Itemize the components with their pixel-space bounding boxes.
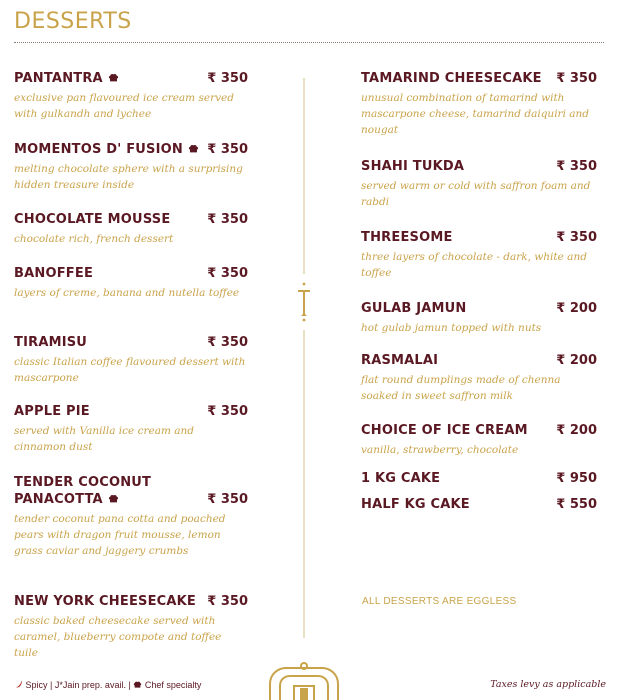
menu-item: [361, 300, 597, 336]
section-title: DESSERTS: [14, 9, 132, 34]
item-price: ₹ 550: [556, 497, 597, 512]
menu-item: [14, 474, 248, 559]
item-price: ₹ 350: [207, 142, 248, 157]
item-name: TENDER COCONUT PANACOTTA: [14, 475, 152, 507]
item-price: ₹ 350: [207, 71, 248, 86]
item-description: flat round dumplings made of chenna soaked in sweet saffron milk: [361, 374, 561, 402]
item-price: ₹ 350: [207, 404, 248, 419]
item-description: layers of creme, banana and nutella toffee: [14, 287, 240, 299]
menu-item: [14, 70, 248, 122]
title-divider: [14, 42, 604, 43]
item-description: tender coconut pana cotta and poached pears with dragon fruit mousse, lemon grass caviar and jaggery crumbs: [14, 513, 226, 557]
chef-hat-icon: [108, 72, 119, 83]
item-price: ₹ 200: [556, 353, 597, 368]
taxes-note: Taxes levy as applicable: [490, 679, 606, 690]
item-price: ₹ 350: [556, 159, 597, 174]
item-description: three layers of chocolate - dark, white and toffee: [361, 251, 587, 279]
legend-separator: |: [50, 680, 53, 690]
item-name: BANOFFEE: [14, 266, 94, 281]
menu-item: [361, 229, 597, 281]
item-name: TAMARIND CHEESECAKE: [361, 71, 542, 86]
item-name: PANTANTRA: [14, 71, 103, 86]
menu-item: [361, 470, 597, 487]
item-description: hot gulab jamun topped with nuts: [361, 322, 542, 334]
item-price: ₹ 350: [207, 594, 248, 609]
item-name: MOMENTOS D' FUSION: [14, 142, 183, 157]
item-name: GULAB JAMUN: [361, 301, 467, 316]
chili-icon: [14, 680, 23, 689]
eggless-note: ALL DESSERTS ARE EGGLESS: [362, 596, 517, 607]
column-divider-ornament: [296, 78, 312, 638]
item-price: ₹ 200: [556, 423, 597, 438]
item-name: TIRAMISU: [14, 335, 88, 350]
item-name: THREESOME: [361, 230, 453, 245]
menu-item: [361, 422, 597, 458]
menu-item: [14, 265, 248, 301]
legend: [14, 680, 201, 690]
item-name: 1 KG CAKE: [361, 471, 441, 486]
item-name: HALF KG CAKE: [361, 497, 470, 512]
item-name: SHAHI TUKDA: [361, 159, 465, 174]
emblem-icon: [264, 660, 344, 700]
item-description: melting chocolate sphere with a surprising hidden treasure inside: [14, 163, 243, 191]
item-price: ₹ 350: [207, 335, 248, 350]
legend-spicy: Spicy: [25, 680, 48, 690]
menu-item: [361, 496, 597, 513]
item-description: vanilla, strawberry, chocolate: [361, 444, 519, 456]
item-price: ₹ 350: [207, 266, 248, 281]
menu-item: [361, 158, 597, 210]
item-description: classic Italian coffee flavoured dessert with mascarpone: [14, 356, 246, 384]
menu-item: [361, 352, 597, 404]
menu-item: [361, 70, 597, 138]
item-description: served warm or cold with saffron foam and rabdi: [361, 180, 591, 208]
item-description: chocolate rich, french dessert: [14, 233, 174, 245]
chef-hat-icon: [133, 680, 142, 689]
item-name: CHOCOLATE MOUSSE: [14, 212, 171, 227]
item-description: served with Vanilla ice cream and cinnamon dust: [14, 425, 195, 453]
item-name: CHOICE OF ICE CREAM: [361, 423, 528, 438]
legend-jain: J*Jain prep. avail.: [54, 680, 126, 690]
item-name: RASMALAI: [361, 353, 439, 368]
chef-hat-icon: [188, 143, 199, 154]
item-name: NEW YORK CHEESECAKE: [14, 594, 197, 609]
item-price: ₹ 950: [556, 471, 597, 486]
item-name: APPLE PIE: [14, 404, 90, 419]
item-description: classic baked cheesecake served with caramel, blueberry compote and toffee tuile: [14, 615, 222, 659]
menu-item: [14, 403, 248, 455]
menu-item: [14, 334, 248, 386]
item-price: ₹ 350: [207, 212, 248, 227]
legend-separator: |: [128, 680, 131, 690]
item-description: unusual combination of tamarind with mascarpone cheese, tamarind daiquiri and nougat: [361, 92, 590, 136]
item-price: ₹ 350: [556, 71, 597, 86]
item-description: exclusive pan flavoured ice cream served with gulkandh and lychee: [14, 92, 234, 120]
chef-hat-icon: [108, 493, 119, 504]
menu-item: [14, 593, 248, 661]
menu-item: [14, 211, 248, 247]
item-price: ₹ 200: [556, 301, 597, 316]
legend-chef: Chef specialty: [144, 680, 202, 690]
item-price: ₹ 350: [207, 492, 248, 507]
item-price: ₹ 350: [556, 230, 597, 245]
menu-item: [14, 141, 248, 193]
